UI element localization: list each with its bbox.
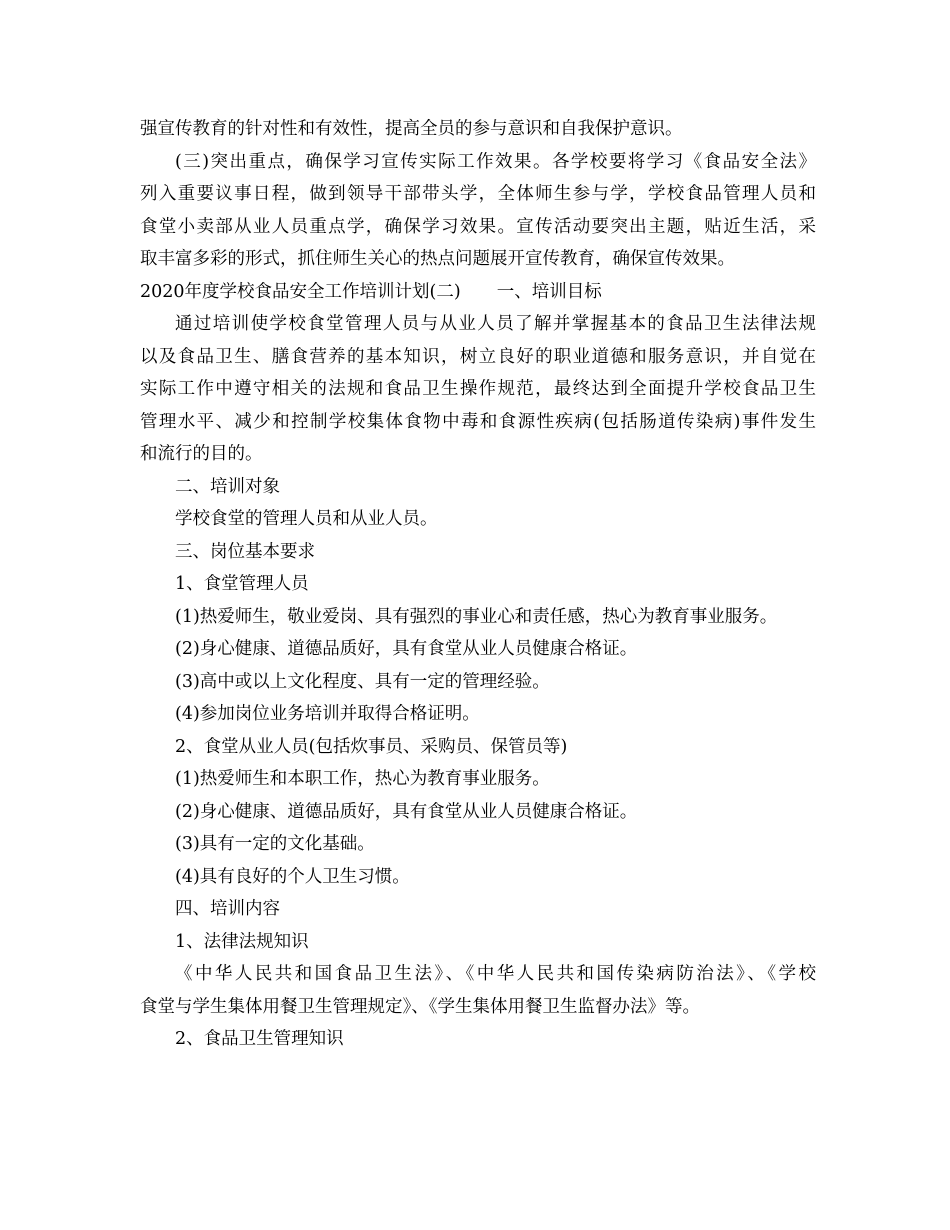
list-item: (2)身心健康、道德品质好，具有食堂从业人员健康合格证。 (175, 801, 638, 822)
list-item: (4)参加岗位业务培训并取得合格证明。 (175, 704, 480, 724)
paragraph-line: 取丰富多彩的形式，抓住师生关心的热点问题展开宣传教育，确保宣传效果。 (140, 249, 735, 269)
plan-title: 2020年度学校食品安全工作培训计划(二) (140, 281, 461, 302)
section-heading: 二、培训对象 (175, 476, 280, 497)
paragraph-line: 以及食品卫生、膳食营养的基本知识，树立良好的职业道德和服务意识，并自觉在 (140, 346, 816, 367)
section-heading: 三、岗位基本要求 (175, 541, 315, 562)
paragraph-line: 强宣传教育的针对性和有效性，提高全员的参与意识和自我保护意识。 (140, 119, 683, 139)
paragraph-line: 《中华人民共和国食品卫生法》、《中华人民共和国传染病防治法》、《学校 (175, 964, 816, 984)
section-heading-line (140, 276, 816, 309)
paragraph-line: 实际工作中遵守相关的法规和食品卫生操作规范，最终达到全面提升学校食品卫生 (140, 379, 816, 399)
subsection-heading: 1、法律法规知识 (175, 931, 309, 952)
paragraph-line: 列入重要议事日程，做到领导干部带头学，全体师生参与学，学校食品管理人员和 (140, 184, 816, 204)
paragraph-line: 管理水平、减少和控制学校集体食物中毒和食源性疾病(包括肠道传染病)事件发生 (140, 411, 816, 432)
section-heading: 一、培训目标 (496, 281, 602, 302)
document-body (140, 113, 816, 1056)
list-item: (3)高中或以上文化程度、具有一定的管理经验。 (175, 671, 550, 692)
subsection-heading: 2、食品卫生管理知识 (175, 1029, 344, 1049)
list-item: (3)具有一定的文化基础。 (175, 834, 375, 854)
paragraph-line: 食堂小卖部从业人员重点学，确保学习效果。宣传活动要突出主题，贴近生活，采 (140, 216, 816, 237)
list-item: (1)热爱师生，敬业爱岗、具有强烈的事业心和责任感，热心为教育事业服务。 (175, 606, 778, 627)
list-item: (4)具有良好的个人卫生习惯。 (175, 866, 410, 887)
paragraph-line: (三)突出重点，确保学习宣传实际工作效果。各学校要将学习《食品安全法》 (175, 151, 816, 172)
paragraph-line: 通过培训使学校食堂管理人员与从业人员了解并掌握基本的食品卫生法律法规 (175, 314, 816, 334)
subsection-heading: 2、食堂从业人员(包括炊事员、采购员、保管员等) (175, 736, 568, 757)
paragraph-line: 和流行的目的。 (140, 444, 263, 464)
section-heading: 四、培训内容 (175, 899, 280, 919)
list-item: (1)热爱师生和本职工作，热心为教育事业服务。 (175, 769, 550, 789)
paragraph-line: 食堂与学生集体用餐卫生管理规定》、《学生集体用餐卫生监督办法》等。 (140, 996, 700, 1017)
paragraph-line: 学校食堂的管理人员和从业人员。 (175, 509, 438, 529)
list-item: (2)身心健康、道德品质好，具有食堂从业人员健康合格证。 (175, 639, 638, 659)
subsection-heading: 1、食堂管理人员 (175, 574, 309, 594)
